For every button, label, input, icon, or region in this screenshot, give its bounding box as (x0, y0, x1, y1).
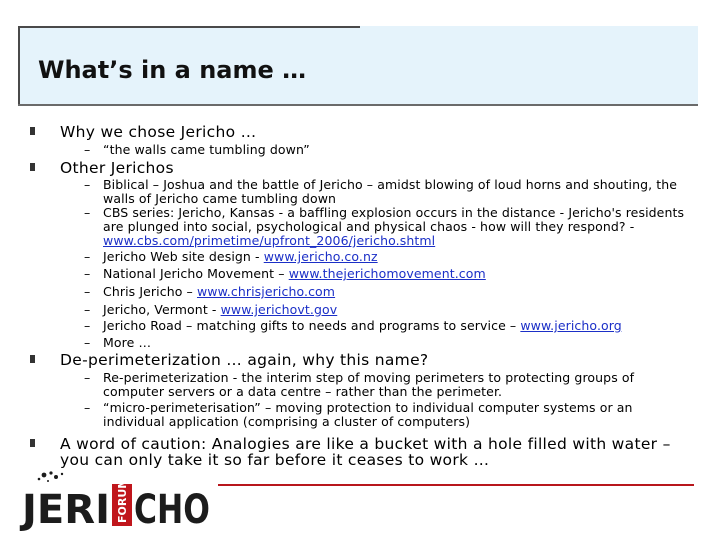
sub-bullet-text: Biblical – Joshua and the battle of Jericho – amidst blowing of loud horns and shouting, the walls of Jericho came tumbling down (103, 177, 678, 206)
square-bullet-icon (30, 127, 35, 135)
sub-bullet-text: “the walls came tumbling down” (103, 142, 310, 157)
sub-bullet-item (84, 142, 698, 157)
web-link[interactable]: www.thejerichomovement.com (288, 266, 486, 281)
sub-bullet-text: CBS series: Jericho, Kansas - a baffling explosion occurs in the distance - Jericho's residents are plunged into social, psychological and physical chaos - how will they respond? - (103, 205, 685, 234)
sub-bullet-text: National Jericho Movement – (103, 266, 289, 281)
title-frame-left (18, 26, 20, 104)
bullet-text: Other Jerichos (60, 159, 174, 177)
sub-bullet-item (84, 249, 698, 264)
svg-text:JERI: JERI (18, 487, 110, 533)
jericho-forum-logo (18, 470, 215, 533)
web-link[interactable]: www.jericho.org (520, 318, 622, 333)
web-link[interactable]: www.jericho.co.nz (263, 249, 378, 264)
logo-vertical-text: FORUM (116, 477, 129, 523)
square-bullet-icon (30, 163, 35, 171)
sub-bullet-text: Jericho Road – matching gifts to needs and programs to service – (103, 318, 521, 333)
dash-bullet-icon: – (84, 266, 91, 281)
square-bullet-icon (30, 439, 35, 447)
svg-text:CHO: CHO (134, 487, 210, 533)
bullet-item (60, 124, 700, 140)
dash-bullet-icon: – (84, 400, 91, 415)
square-bullet-icon (30, 355, 35, 363)
title-frame-top (18, 26, 360, 28)
dash-bullet-icon: – (84, 249, 91, 264)
slide-title: What’s in a name … (38, 56, 307, 84)
sub-bullet-item (84, 400, 698, 429)
dash-bullet-icon: – (84, 284, 91, 299)
bullet-text: A word of caution: Analogies are like a bucket with a hole filled with water – you can only take it so far before it ceases to work … (60, 435, 671, 469)
dash-bullet-icon: – (84, 370, 91, 385)
sub-bullet-item (84, 302, 698, 317)
footer-rule (218, 484, 694, 486)
web-link[interactable]: www.chrisjericho.com (196, 284, 336, 299)
dash-bullet-icon: – (84, 205, 91, 220)
sub-bullet-text: “micro-perimeterisation” – moving protection to individual computer systems or an individual application (comprising a cluster of computers) (103, 400, 633, 429)
web-link[interactable]: www.jerichovt.gov (220, 302, 338, 317)
dash-bullet-icon: – (84, 142, 91, 157)
bullet-item (60, 436, 700, 468)
sub-bullet-item (84, 266, 698, 281)
sub-bullet-text: Chris Jericho – (103, 284, 197, 299)
sub-bullet-item (84, 318, 698, 333)
dash-bullet-icon: – (84, 318, 91, 333)
bullet-text: De-perimeterization … again, why this name? (60, 351, 429, 369)
bullet-text: Why we chose Jericho … (60, 123, 257, 141)
sub-bullet-text: Jericho Web site design - (103, 249, 264, 264)
sub-bullet-item (84, 370, 698, 399)
web-link[interactable]: www.cbs.com/primetime/upfront_2006/jericho.shtml (103, 233, 436, 248)
title-frame-bottom (18, 104, 698, 106)
sub-bullet-item (84, 284, 698, 299)
sub-bullet-item (84, 177, 698, 206)
dash-bullet-icon: – (84, 177, 91, 192)
bullet-item (60, 160, 700, 176)
bullet-item (60, 352, 700, 368)
sub-bullet-text: More … (103, 335, 152, 350)
sub-bullet-text: Jericho, Vermont - (103, 302, 221, 317)
sub-bullet-item (84, 205, 698, 248)
dash-bullet-icon: – (84, 335, 91, 350)
sub-bullet-text: Re-perimeterization - the interim step of moving perimeters to protecting groups of computer servers or a data centre – rather than the perimeter. (103, 370, 635, 399)
dash-bullet-icon: – (84, 302, 91, 317)
sub-bullet-item (84, 335, 698, 350)
